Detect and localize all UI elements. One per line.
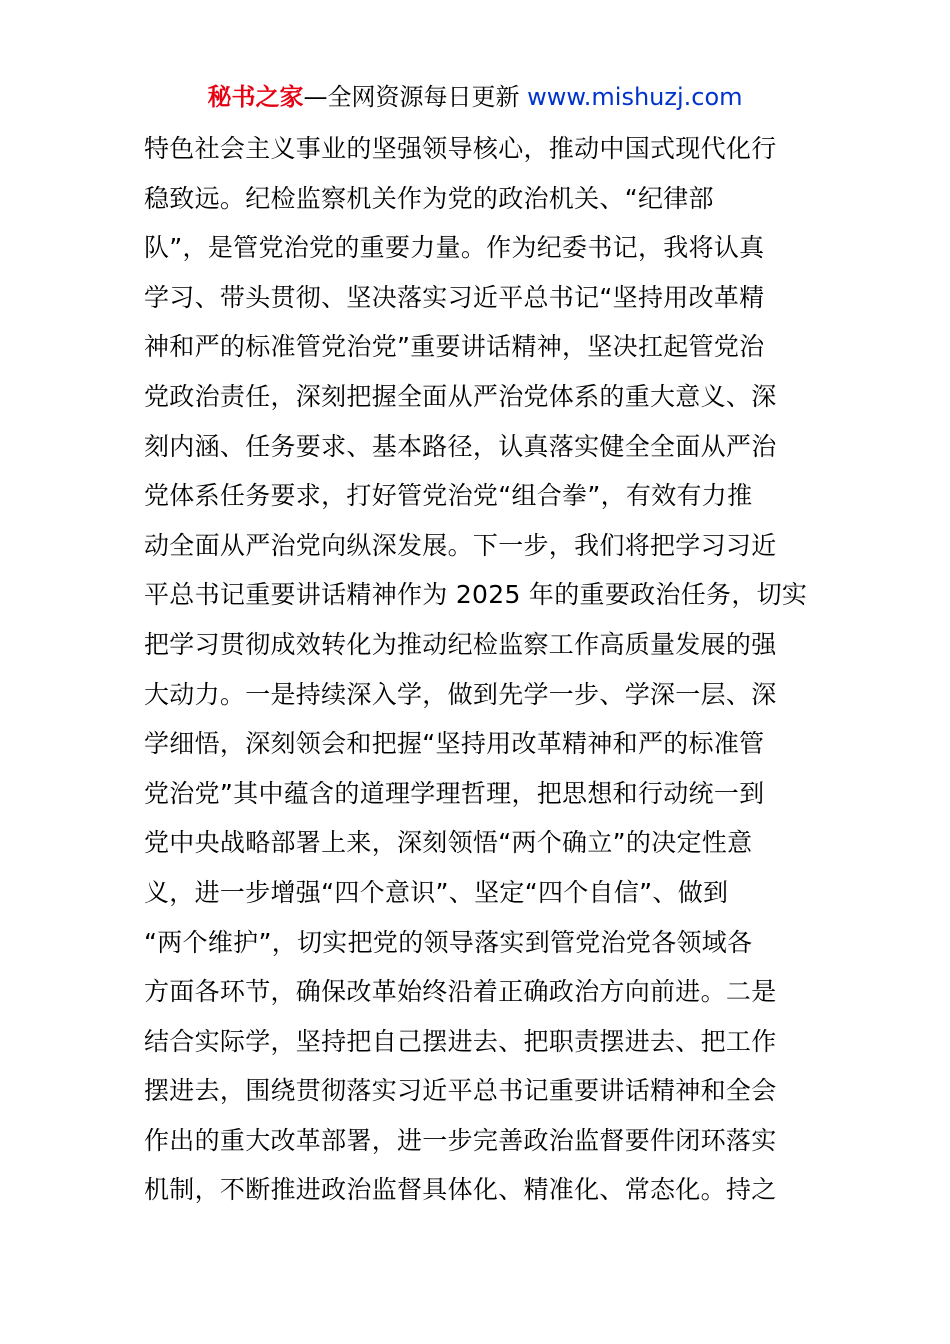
- header-tagline: —全网资源每日更新: [303, 83, 520, 111]
- page-header: [0, 80, 950, 114]
- body-line: 党中央战略部署上来，深刻领悟“两个确立”的决定性意: [144, 828, 753, 858]
- body-line: 党治党”其中蕴含的道理学理哲理，把思想和行动统一到: [144, 778, 765, 808]
- body-line: 学习、带头贯彻、坚决落实习近平总书记“坚持用改革精: [144, 282, 765, 312]
- body-line: 机制，不断推进政治监督具体化、精准化、常态化。持之: [144, 1175, 777, 1205]
- body-line: 把学习贯彻成效转化为推动纪检监察工作高质量发展的强: [144, 629, 777, 659]
- body-line: 动全面从严治党向纵深发展。下一步，我们将把学习习近: [144, 530, 777, 560]
- body-line: 平总书记重要讲话精神作为 2025 年的重要政治任务，切实: [144, 580, 808, 610]
- body-line: 神和严的标准管党治党”重要讲话精神，坚决扛起管党治: [144, 332, 765, 362]
- body-line: 刻内涵、任务要求、基本路径，认真落实健全全面从严治: [144, 431, 777, 461]
- brand-name: 秘书之家: [207, 83, 304, 111]
- site-url-link[interactable]: www.mishuzj.com: [527, 83, 743, 111]
- body-line: 队”，是管党治党的重要力量。作为纪委书记，我将认真: [144, 233, 765, 263]
- body-line: 方面各环节，确保改革始终沿着正确政治方向前进。二是: [144, 977, 777, 1007]
- document-body: [144, 124, 824, 1215]
- body-line: 稳致远。纪检监察机关作为党的政治机关、“纪律部: [144, 183, 714, 213]
- body-line: 党体系任务要求，打好管党治党“组合拳”，有效有力推: [144, 481, 753, 511]
- body-line: 作出的重大改革部署，进一步完善政治监督要件闭环落实: [144, 1125, 777, 1155]
- body-line: 大动力。一是持续深入学，做到先学一步、学深一层、深: [144, 679, 777, 709]
- body-line: 义，进一步增强“四个意识”、坚定“四个自信”、做到: [144, 877, 729, 907]
- body-line: 党政治责任，深刻把握全面从严治党体系的重大意义、深: [144, 381, 777, 411]
- body-line: 摆进去，围绕贯彻落实习近平总书记重要讲话精神和全会: [144, 1076, 777, 1106]
- body-line: 学细悟，深刻领会和把握“坚持用改革精神和严的标准管: [144, 729, 765, 759]
- body-line: “两个维护”，切实把党的领导落实到管党治党各领域各: [144, 927, 753, 957]
- body-line: 结合实际学，坚持把自己摆进去、把职责摆进去、把工作: [144, 1026, 777, 1056]
- body-line: 特色社会主义事业的坚强领导核心，推动中国式现代化行: [144, 134, 777, 163]
